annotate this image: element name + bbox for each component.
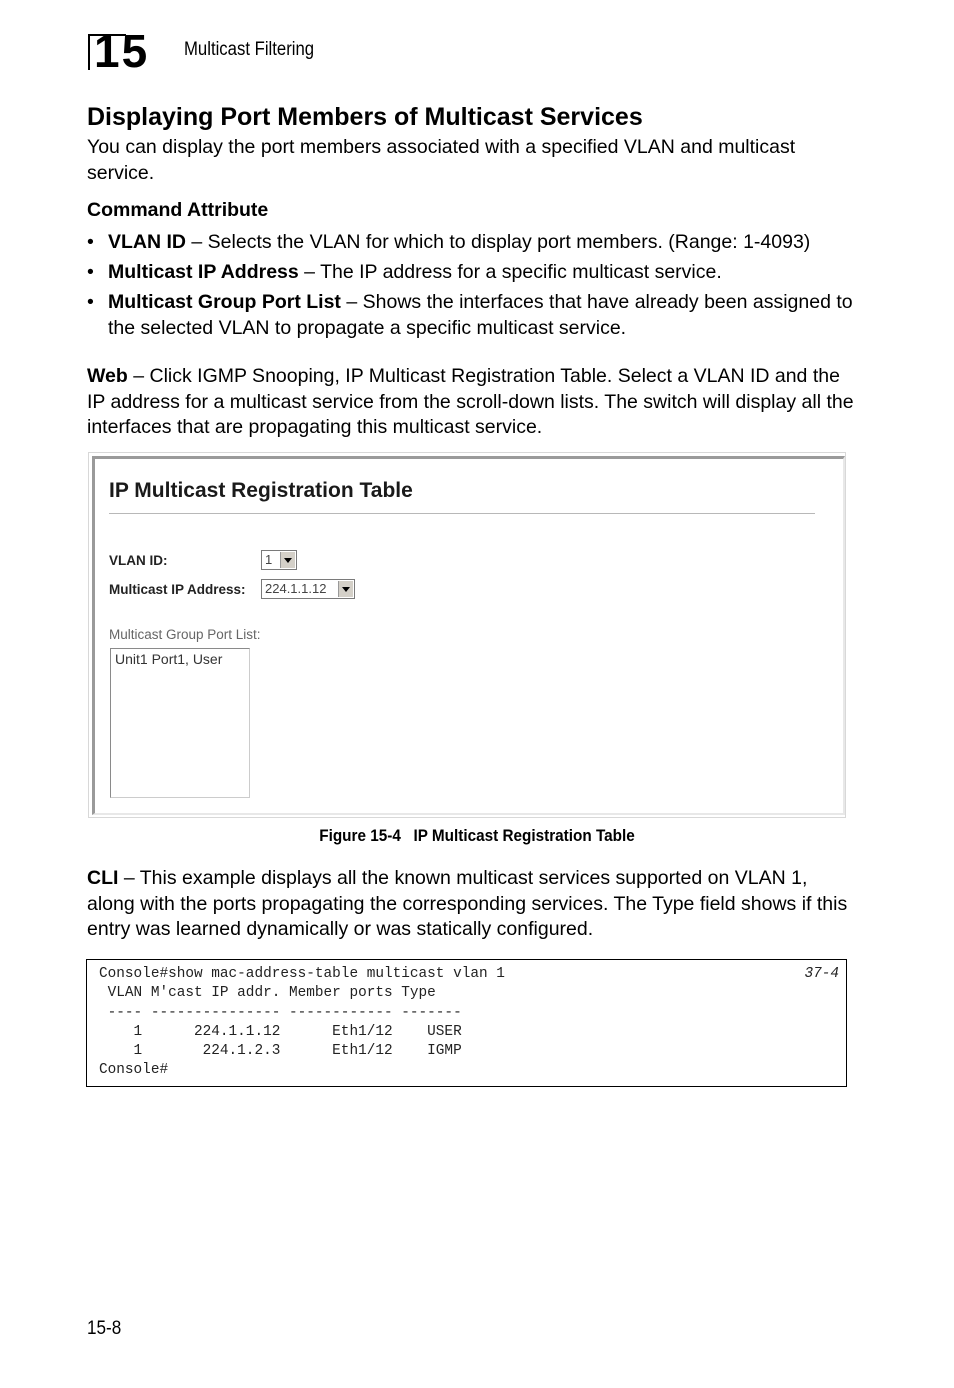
section-title: Displaying Port Members of Multicast Services <box>87 103 643 131</box>
attribute-desc: – Selects the VLAN for which to display port members. (Range: 1-4093) <box>186 231 811 253</box>
code-line: Console#show mac-address-table multicast vlan 1 <box>99 966 505 982</box>
code-line: VLAN M'cast IP addr. Member ports Type <box>99 985 436 1002</box>
page-number: 15-8 <box>87 1318 122 1339</box>
multicast-ip-value: 224.1.1.12 <box>265 581 327 596</box>
caption-text: IP Multicast Registration Table <box>413 826 635 845</box>
command-attribute-heading: Command Attribute <box>87 199 269 221</box>
chevron-down-icon[interactable] <box>338 581 353 597</box>
code-line: Console# <box>99 1062 169 1079</box>
web-text: – Click IGMP Snooping, IP Multicast Registration Table. Select a VLAN ID and the IP address for a multicast service from the scroll-down lists. The switch will display all the interfaces that are propagating this multicast service. <box>87 365 854 438</box>
port-list-box[interactable] <box>110 648 250 798</box>
caption-number: Figure 15-4 <box>319 826 401 845</box>
attribute-desc: – Shows the interfaces that have already been assigned to the selected VLAN to propagate a specific multicast service. <box>108 291 853 339</box>
attribute-desc: – The IP address for a specific multicast service. <box>298 261 722 283</box>
code-line: 1 224.1.1.12 Eth1/12 USER <box>99 1023 462 1040</box>
code-reference: 37-4 <box>804 966 839 982</box>
vlan-id-label: VLAN ID: <box>109 553 168 568</box>
list-item: • VLAN ID – Selects the VLAN for which to display port members. (Range: 1-4093) <box>87 231 811 253</box>
list-item: • Multicast IP Address – The IP address for a specific multicast service. <box>87 261 722 283</box>
intro-paragraph: You can display the port members associated with a specified VLAN and multicast service. <box>87 136 796 184</box>
cli-paragraph <box>87 866 857 943</box>
screenshot-frame <box>92 456 845 815</box>
cli-text: – This example displays all the known multicast services supported on VLAN 1, along with the ports propagating the corresponding services. The Type field shows if this entry was learned dynamically or was statically configured. <box>87 867 848 940</box>
attribute-term: VLAN ID <box>108 231 186 253</box>
registration-table-screenshot <box>88 452 846 818</box>
figure-caption <box>48 826 907 846</box>
code-line: ---- --------------- ------------ ------- <box>99 1004 462 1021</box>
multicast-ip-label: Multicast IP Address: <box>109 582 246 597</box>
list-item: • Multicast Group Port List – Shows the interfaces that have already been assigned to the selected VLAN to propagate a specific multicast service. <box>87 291 853 339</box>
attribute-term: Multicast IP Address <box>108 261 299 283</box>
title-divider <box>109 513 815 514</box>
screenshot-title: IP Multicast Registration Table <box>109 479 413 502</box>
chapter-title: Multicast Filtering <box>184 39 315 60</box>
web-paragraph <box>87 364 857 441</box>
attribute-list <box>87 230 867 346</box>
cli-code-block <box>86 959 847 1087</box>
web-label: Web <box>87 365 128 387</box>
cli-label: CLI <box>87 867 119 889</box>
attribute-term: Multicast Group Port List <box>108 291 341 313</box>
port-list-item[interactable]: Unit1 Port1, User <box>115 651 223 667</box>
code-line: 1 224.1.2.3 Eth1/12 IGMP <box>99 1043 462 1060</box>
vlan-id-value: 1 <box>265 552 273 567</box>
port-list-label: Multicast Group Port List: <box>109 627 261 642</box>
vlan-id-select[interactable] <box>261 550 297 570</box>
chapter-number: 15 <box>94 25 150 77</box>
chevron-down-icon[interactable] <box>280 552 295 568</box>
multicast-ip-select[interactable] <box>261 579 355 599</box>
